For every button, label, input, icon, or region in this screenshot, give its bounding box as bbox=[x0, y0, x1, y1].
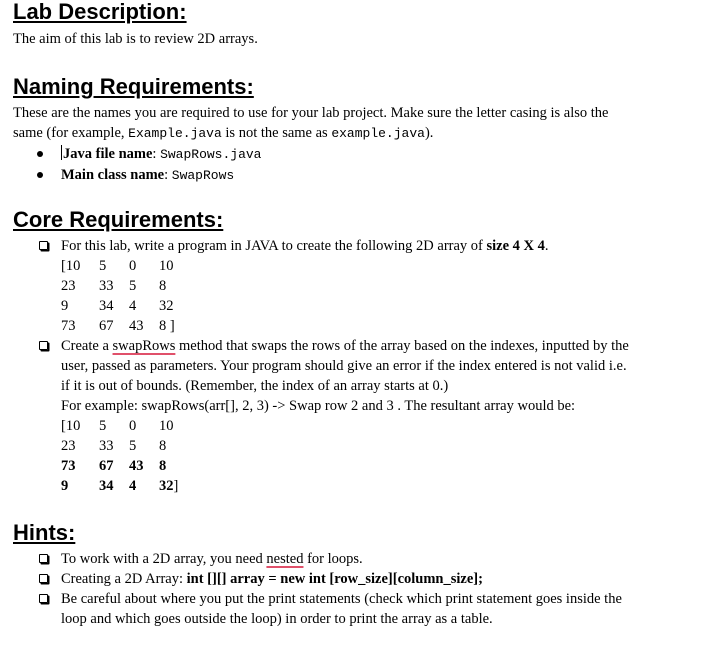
array-cell: 32 bbox=[159, 298, 174, 314]
hint3-line2: loop and which goes outside the loop) in order to print the array as a table. bbox=[61, 611, 493, 627]
array-close-bracket: ] bbox=[173, 478, 179, 494]
checkbox-icon bbox=[39, 341, 48, 350]
text-cursor bbox=[61, 145, 62, 160]
bullet-icon bbox=[37, 172, 43, 178]
naming-item-label: Main class name bbox=[61, 167, 165, 183]
lab-description-text: The aim of this lab is to review 2D arrays. bbox=[13, 31, 258, 47]
array-row bbox=[61, 256, 653, 276]
core-item1-end: . bbox=[544, 238, 549, 254]
array-cell: 73 bbox=[61, 458, 76, 474]
naming-heading: Naming Requirements: bbox=[13, 74, 254, 99]
array-cell: 8 bbox=[159, 438, 167, 454]
hint1-text-b: for loops. bbox=[303, 551, 363, 567]
hint1-text-a: To work with a 2D array, you need bbox=[61, 551, 267, 567]
core-item2-text-b: method that swaps the rows of the array based on the indexes, inputted by the bbox=[175, 338, 629, 354]
array-row bbox=[61, 416, 653, 436]
hint-item-create-array bbox=[13, 569, 653, 589]
swaprows-method-name: swapRows bbox=[112, 338, 176, 354]
array-cell: 5 bbox=[99, 418, 107, 434]
core-item1-text: For this lab, write a program in JAVA to create the following 2D array of bbox=[61, 238, 487, 254]
core-heading: Core Requirements: bbox=[13, 207, 224, 232]
core-item2-line2: user, passed as parameters. Your program should give an error if the index entered is not valid i.e. bbox=[61, 358, 627, 374]
naming-item-java-file: Java file name: SwapRows.java bbox=[13, 144, 653, 165]
naming-text-part-a: same (for example, bbox=[13, 125, 129, 141]
hint1-nested-word: nested bbox=[266, 551, 304, 567]
array-cell: 43 bbox=[129, 458, 144, 474]
array-last-cell bbox=[159, 476, 178, 496]
checkbox-icon bbox=[39, 241, 48, 250]
array-row bbox=[61, 296, 653, 316]
array-row-swapped bbox=[61, 456, 653, 476]
naming-text-part-c: ). bbox=[424, 125, 434, 141]
hint2-code: int [][] array = new int [row_size][column_size]; bbox=[186, 571, 483, 587]
array-cell: 4 bbox=[129, 298, 137, 314]
array-initial bbox=[61, 256, 653, 336]
naming-text-line2 bbox=[13, 123, 653, 144]
array-cell: 34 bbox=[99, 478, 114, 494]
array-cell: 8 ] bbox=[159, 318, 175, 334]
hint-item-print bbox=[13, 589, 653, 629]
checkbox-icon bbox=[39, 574, 48, 583]
naming-text-line1: These are the names you are required to use for your lab project. Make sure the letter casing is also the bbox=[13, 105, 609, 121]
array-row bbox=[61, 436, 653, 456]
array-cell: 9 bbox=[61, 298, 69, 314]
hint3-line1: Be careful about where you put the print statements (check which print statement goes inside the bbox=[61, 591, 622, 607]
naming-list bbox=[13, 144, 653, 186]
array-cell: 32 bbox=[159, 478, 174, 494]
array-cell: 67 bbox=[99, 458, 114, 474]
example-filename-upper: Example.java bbox=[128, 126, 222, 141]
array-cell: 23 bbox=[61, 438, 76, 454]
array-cell: 33 bbox=[99, 438, 114, 454]
hints-list bbox=[13, 549, 653, 629]
array-cell: 0 bbox=[129, 258, 137, 274]
hint-item-nested bbox=[13, 549, 653, 569]
checkbox-icon bbox=[39, 554, 48, 563]
core-item1-size: size 4 X 4 bbox=[486, 238, 545, 254]
core-item-create-array bbox=[13, 236, 653, 336]
array-cell: [10 bbox=[61, 418, 81, 434]
array-cell: 23 bbox=[61, 278, 76, 294]
array-result bbox=[61, 416, 653, 496]
array-cell: 8 bbox=[159, 458, 167, 474]
core-item2-line4: For example: swapRows(arr[], 2, 3) -> Swap row 2 and 3 . The resultant array would be: bbox=[61, 398, 576, 414]
array-cell: 10 bbox=[159, 418, 174, 434]
example-filename-lower: example.java bbox=[331, 126, 425, 141]
array-cell: 8 bbox=[159, 278, 167, 294]
checkbox-icon bbox=[39, 594, 48, 603]
naming-item-value: SwapRows.java bbox=[160, 147, 262, 162]
array-cell: [10 bbox=[61, 258, 81, 274]
array-cell: 9 bbox=[61, 478, 69, 494]
core-item2-text-a: Create a bbox=[61, 338, 113, 354]
array-cell: 5 bbox=[129, 438, 137, 454]
lab-description-heading: Lab Description: bbox=[13, 0, 187, 24]
array-cell: 67 bbox=[99, 318, 114, 334]
array-cell: 73 bbox=[61, 318, 76, 334]
array-row bbox=[61, 316, 653, 336]
core-item2-line3: if it is out of bounds. (Remember, the index of an array starts at 0.) bbox=[61, 378, 449, 394]
document-page bbox=[13, 0, 653, 629]
core-item-swap-rows bbox=[13, 336, 653, 496]
array-cell: 0 bbox=[129, 418, 137, 434]
hints-heading: Hints: bbox=[13, 520, 76, 545]
array-row-swapped bbox=[61, 476, 653, 496]
array-cell: 33 bbox=[99, 278, 114, 294]
core-list bbox=[13, 236, 653, 496]
naming-item-main-class: Main class name: SwapRows bbox=[13, 165, 653, 186]
array-cell: 43 bbox=[129, 318, 144, 334]
array-cell: 4 bbox=[129, 478, 137, 494]
array-cell: 5 bbox=[99, 258, 107, 274]
naming-item-label: Java file name bbox=[63, 146, 153, 162]
bullet-icon bbox=[37, 151, 43, 157]
array-cell: 34 bbox=[99, 298, 114, 314]
naming-item-value: SwapRows bbox=[171, 168, 235, 183]
array-cell: 10 bbox=[159, 258, 174, 274]
naming-text-part-b: is not the same as bbox=[221, 125, 332, 141]
array-row bbox=[61, 276, 653, 296]
array-cell: 5 bbox=[129, 278, 137, 294]
hint2-text: Creating a 2D Array: bbox=[61, 571, 187, 587]
